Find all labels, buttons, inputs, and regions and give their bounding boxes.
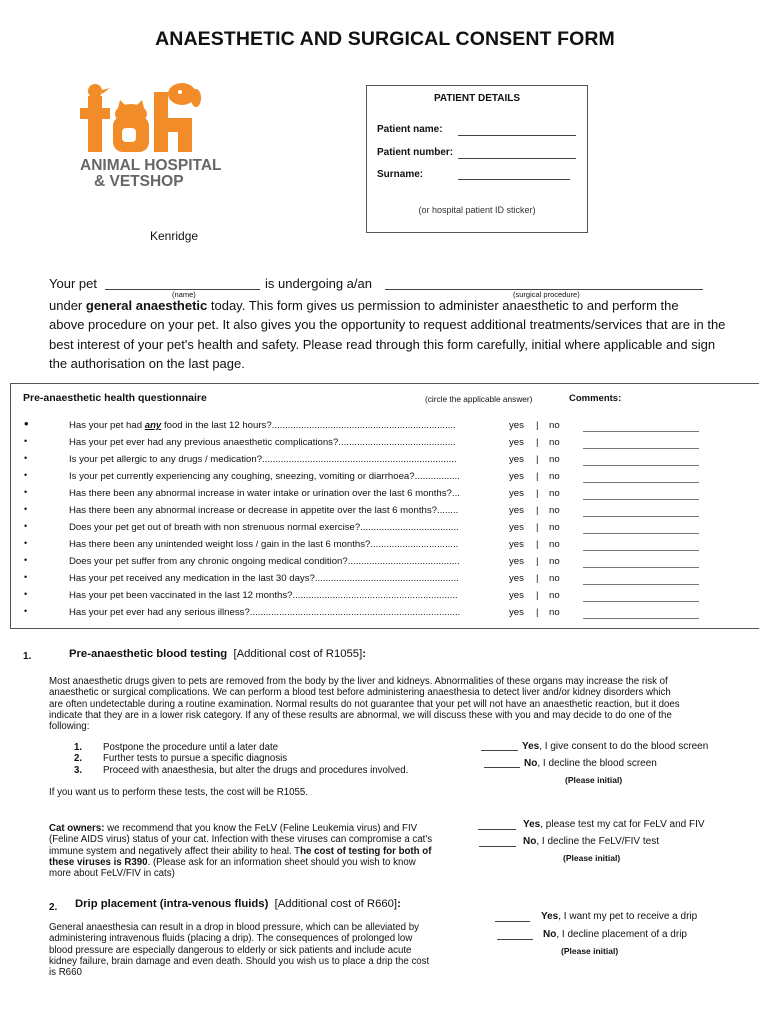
procedure-hint: (surgical procedure) bbox=[513, 290, 580, 299]
question-row bbox=[0, 454, 760, 470]
answer-separator: | bbox=[536, 539, 539, 550]
option-number: 2. bbox=[74, 753, 83, 765]
answer-separator: | bbox=[536, 437, 539, 448]
comment-field[interactable] bbox=[583, 516, 699, 517]
comment-field[interactable] bbox=[583, 601, 699, 602]
comment-field[interactable] bbox=[583, 448, 699, 449]
option-text: Further tests to pursue a specific diagnosis bbox=[103, 753, 288, 765]
answer-yes[interactable]: yes bbox=[509, 454, 524, 465]
felv-line4b: . (Please ask for an information sheet should you wish to know bbox=[147, 856, 416, 868]
intro-line1: today. This form gives us permission to administer anaesthetic to and perform the bbox=[207, 298, 679, 313]
question-text: Has your pet ever had any serious illness?............................................................................... bbox=[69, 607, 461, 618]
question-row bbox=[0, 607, 760, 623]
answer-no[interactable]: no bbox=[549, 590, 560, 601]
intro-under: under bbox=[49, 298, 86, 313]
blood-yes-option bbox=[522, 741, 708, 752]
patient-details-header: PATIENT DETAILS bbox=[433, 93, 521, 104]
question-row bbox=[0, 471, 760, 487]
question-text: Has there been any abnormal increase in water intake or urination over the last 6 months?... bbox=[69, 488, 460, 499]
comment-field[interactable] bbox=[583, 584, 699, 585]
drip-desc-line: is R660 bbox=[49, 967, 82, 979]
felv-line3b: he cost of testing for both of bbox=[300, 845, 432, 857]
comment-field[interactable] bbox=[583, 465, 699, 466]
felv-no-bold: No bbox=[523, 836, 537, 847]
blood-desc-line: indicate that they are in a lower risk category. If any of these results are abnormal, we will discuss these with you and may decide to do one of the bbox=[49, 709, 672, 721]
answer-no[interactable]: no bbox=[549, 522, 560, 533]
blood-cost: [Additional cost of R1055] bbox=[233, 648, 363, 660]
drip-description bbox=[49, 922, 479, 978]
answer-no[interactable]: no bbox=[549, 573, 560, 584]
felv-line1: we recommend that you know the FeLV (Feline Leukemia virus) and FIV bbox=[104, 823, 418, 834]
blood-section-number: 1. bbox=[23, 651, 32, 662]
answer-separator: | bbox=[536, 522, 539, 533]
blood-title: Pre-anaesthetic blood testing bbox=[69, 648, 228, 660]
answer-yes[interactable]: yes bbox=[509, 573, 524, 584]
question-row bbox=[0, 556, 760, 572]
drip-please-initial: (Please initial) bbox=[561, 946, 619, 956]
intro-line4: the authorisation on the last page. bbox=[49, 356, 245, 372]
blood-cost-note: If you want us to perform these tests, the cost will be R1055. bbox=[49, 787, 308, 798]
tah-logo bbox=[80, 78, 240, 192]
blood-yes-bold: Yes bbox=[522, 741, 540, 752]
felv-yes-option bbox=[523, 819, 705, 830]
blood-no-initial[interactable] bbox=[484, 767, 520, 768]
question-row bbox=[0, 522, 760, 538]
comment-field[interactable] bbox=[583, 482, 699, 483]
question-row bbox=[0, 505, 760, 521]
answer-no[interactable]: no bbox=[549, 505, 560, 516]
answer-separator: | bbox=[536, 573, 539, 584]
felv-yes-bold: Yes bbox=[523, 819, 541, 830]
logo-line1: ANIMAL HOSPITAL bbox=[80, 157, 222, 174]
circle-note: (circle the applicable answer) bbox=[425, 394, 533, 404]
answer-yes[interactable]: yes bbox=[509, 505, 524, 516]
comments-label: Comments: bbox=[569, 393, 622, 404]
answer-no[interactable]: no bbox=[549, 488, 560, 499]
drip-desc-line: administering intravenous fluids (placing a drip). The consequences of prolonged low bbox=[49, 933, 413, 945]
question-text: Has there been any unintended weight loss / gain in the last 6 months?................................. bbox=[69, 539, 459, 550]
blood-no-text: , I decline the blood screen bbox=[537, 758, 657, 769]
patient-details-box bbox=[366, 85, 588, 233]
answer-yes[interactable]: yes bbox=[509, 471, 524, 482]
question-row bbox=[0, 539, 760, 555]
drip-no-initial[interactable] bbox=[497, 939, 533, 940]
answer-yes[interactable]: yes bbox=[509, 607, 524, 618]
drip-desc-line: blood pressure are especially dangerous to elderly or sick patients and include acute bbox=[49, 944, 412, 956]
felv-line3a: immune system and negatively affect their ability to heal. T bbox=[49, 845, 301, 857]
felv-yes-text: , please test my cat for FeLV and FIV bbox=[540, 819, 705, 830]
drip-yes-initial[interactable] bbox=[495, 921, 530, 922]
question-text: Is your pet currently experiencing any coughing, sneezing, vomiting or diarrhoea?................. bbox=[69, 471, 460, 482]
form-title: ANAESTHETIC AND SURGICAL CONSENT FORM bbox=[155, 28, 615, 50]
drip-cost: [Additional cost of R660] bbox=[274, 898, 398, 910]
felv-please-initial: (Please initial) bbox=[563, 853, 621, 863]
bullet-icon: • bbox=[24, 487, 28, 497]
question-row bbox=[0, 416, 760, 436]
blood-desc-line: following: bbox=[49, 721, 90, 733]
answer-no[interactable]: no bbox=[549, 437, 560, 448]
answer-yes[interactable]: yes bbox=[509, 556, 524, 567]
question-text: Does your pet get out of breath with non strenuous normal exercise?..................................... bbox=[69, 522, 459, 533]
answer-separator: | bbox=[536, 471, 539, 482]
bullet-icon: • bbox=[24, 504, 28, 514]
comment-field[interactable] bbox=[583, 499, 699, 500]
comment-field[interactable] bbox=[583, 431, 699, 432]
patient-name-label: Patient name: bbox=[377, 124, 443, 135]
felv-lead: Cat owners: bbox=[49, 823, 105, 834]
bullet-icon: • bbox=[24, 521, 28, 531]
question-text: Does your pet suffer from any chronic ongoing medical condition?.......................................... bbox=[69, 556, 460, 567]
intro-line2: above procedure on your pet. It also gives you the opportunity to request additional treatments/services that are in the bbox=[49, 317, 726, 333]
felv-no-option bbox=[523, 836, 659, 847]
option-text: Proceed with anaesthesia, but alter the drugs and procedures involved. bbox=[103, 764, 409, 776]
blood-desc-line: Most anaesthetic drugs given to pets are removed from the body by the liver and kidneys. Abnormalities of these organs may increase the risk of bbox=[49, 676, 668, 687]
felv-line4a: these viruses is R390 bbox=[49, 856, 148, 868]
bullet-icon: • bbox=[24, 589, 28, 599]
answer-yes[interactable]: yes bbox=[509, 590, 524, 601]
patient-number-label: Patient number: bbox=[377, 147, 454, 158]
drip-desc-line: kidney failure, brain damage and even death. Should you wish us to place a drip the cost bbox=[49, 955, 430, 967]
patient-name-field[interactable] bbox=[458, 135, 576, 136]
patient-number-field[interactable] bbox=[458, 158, 576, 159]
answer-no[interactable]: no bbox=[549, 420, 560, 431]
answer-separator: | bbox=[536, 488, 539, 499]
blood-desc-line: are often undetectable during a routine examination. Normal results do not guarantee that your pet will not have an anaesthetic reaction, but it does bbox=[49, 698, 680, 710]
answer-yes[interactable]: yes bbox=[509, 420, 524, 431]
option-number: 3. bbox=[74, 764, 83, 776]
question-row bbox=[0, 590, 760, 606]
bullet-icon: • bbox=[24, 436, 28, 446]
question-row bbox=[0, 437, 760, 453]
branch-name: Kenridge bbox=[150, 229, 199, 243]
drip-section-heading bbox=[75, 898, 401, 910]
answer-no[interactable]: no bbox=[549, 454, 560, 465]
bullet-icon: • bbox=[24, 606, 28, 616]
drip-desc-line: General anaesthesia can result in a drop in blood pressure, which can be alleviated by bbox=[49, 922, 419, 933]
answer-separator: | bbox=[536, 607, 539, 618]
question-text: Is your pet allergic to any drugs / medication?......................................................................... bbox=[69, 454, 457, 465]
comment-field[interactable] bbox=[583, 533, 699, 534]
bullet-icon: • bbox=[24, 538, 28, 548]
blood-description bbox=[49, 676, 749, 732]
drip-yes-text: , I want my pet to receive a drip bbox=[558, 911, 698, 922]
answer-yes[interactable]: yes bbox=[509, 488, 524, 499]
question-suffix: food in the last 12 hours?..................................................................... bbox=[161, 420, 456, 431]
questionnaire-title: Pre-anaesthetic health questionnaire bbox=[23, 392, 207, 404]
question-text: Has your pet been vaccinated in the last 12 months?.............................................................. bbox=[69, 590, 458, 601]
sticker-note: (or hospital patient ID sticker) bbox=[418, 205, 536, 215]
comment-field[interactable] bbox=[583, 550, 699, 551]
drip-yes-bold: Yes bbox=[541, 911, 559, 922]
answer-no[interactable]: no bbox=[549, 607, 560, 618]
blood-no-option bbox=[524, 758, 657, 769]
blood-yes-initial[interactable] bbox=[481, 750, 518, 751]
intro-line3: best interest of your pet's health and safety. Please read through this form carefully, initial where applicable and sign bbox=[49, 336, 716, 352]
question-prefix: Has your pet had bbox=[69, 420, 145, 431]
answer-separator: | bbox=[536, 420, 539, 431]
bullet-icon: • bbox=[24, 453, 28, 463]
blood-please-initial: (Please initial) bbox=[565, 775, 623, 785]
your-pet-label: Your pet bbox=[49, 276, 97, 291]
drip-no-option bbox=[543, 929, 687, 940]
answer-yes[interactable]: yes bbox=[509, 437, 524, 448]
drip-no-text: , I decline placement of a drip bbox=[556, 929, 687, 940]
felv-no-text: , I decline the FeLV/FIV test bbox=[536, 836, 659, 847]
question-row bbox=[0, 573, 760, 589]
bullet-icon: • bbox=[24, 470, 28, 480]
bullet-icon: • bbox=[24, 555, 28, 565]
answer-separator: | bbox=[536, 454, 539, 465]
blood-section-heading bbox=[69, 648, 366, 660]
question-text: Has your pet ever had any previous anaesthetic complications?............................................ bbox=[69, 437, 456, 448]
answer-no[interactable]: no bbox=[549, 471, 560, 482]
bullet-icon: • bbox=[24, 416, 29, 431]
blood-desc-line: anaesthetic or surgical complications. We can perform a blood test before administering anaesthesia to detect liver and/or kidney disorders which bbox=[49, 687, 671, 699]
answer-yes[interactable]: yes bbox=[509, 539, 524, 550]
logo-graphic bbox=[80, 78, 240, 192]
bullet-icon: • bbox=[24, 572, 28, 582]
option-text: Postpone the procedure until a later date bbox=[103, 742, 279, 753]
undergoing-label: is undergoing a/an bbox=[265, 276, 372, 291]
drip-yes-option bbox=[541, 911, 697, 922]
surname-label: Surname: bbox=[377, 169, 424, 180]
name-hint: (name) bbox=[172, 290, 196, 299]
question-emphasis: any bbox=[144, 420, 162, 431]
felv-line2: (Feline AIDS virus) status of your cat. Infection with these viruses can compromise a cat's bbox=[49, 834, 433, 846]
drip-no-bold: No bbox=[543, 929, 557, 940]
blood-options bbox=[74, 742, 408, 776]
question-text: Has there been any abnormal increase or decrease in appetite over the last 6 months?........ bbox=[69, 505, 459, 516]
drip-colon: : bbox=[397, 898, 401, 910]
drip-section-number: 2. bbox=[49, 902, 58, 913]
answer-separator: | bbox=[536, 505, 539, 516]
intro-paragraph bbox=[49, 296, 729, 374]
answer-separator: | bbox=[536, 590, 539, 601]
answer-no[interactable]: no bbox=[549, 556, 560, 567]
question-text: Has your pet received any medication in the last 30 days?...................................................... bbox=[69, 573, 459, 584]
question-row bbox=[0, 488, 760, 504]
answer-yes[interactable]: yes bbox=[509, 522, 524, 533]
felv-no-initial[interactable] bbox=[479, 846, 516, 847]
felv-line5: more about FeLV/FIV in cats) bbox=[49, 868, 175, 880]
felv-paragraph bbox=[49, 823, 479, 879]
comment-field[interactable] bbox=[583, 567, 699, 568]
blood-colon: : bbox=[362, 648, 366, 660]
surname-field[interactable] bbox=[458, 179, 570, 180]
answer-separator: | bbox=[536, 556, 539, 567]
blood-yes-text: , I give consent to do the blood screen bbox=[539, 741, 709, 752]
drip-title: Drip placement (intra-venous fluids) bbox=[75, 898, 269, 910]
question-text bbox=[69, 420, 456, 431]
blood-no-bold: No bbox=[524, 758, 538, 769]
felv-yes-initial[interactable] bbox=[478, 829, 516, 830]
option-number: 1. bbox=[74, 742, 83, 753]
intro-general-anaesthetic: general anaesthetic bbox=[85, 298, 208, 313]
answer-no[interactable]: no bbox=[549, 539, 560, 550]
logo-line2: & VETSHOP bbox=[94, 173, 184, 190]
comment-field[interactable] bbox=[583, 618, 699, 619]
